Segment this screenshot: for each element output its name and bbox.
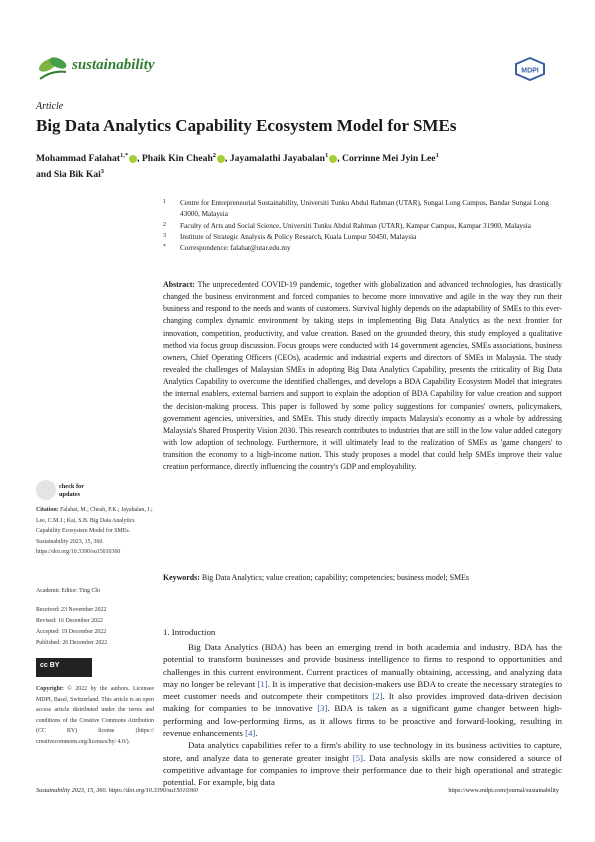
journal-name: sustainability [72, 57, 155, 73]
citation-link[interactable]: [1] [257, 678, 268, 689]
citation-link[interactable]: [5] [352, 752, 363, 763]
paper-title: Big Data Analytics Capability Ecosystem Model for SMEs [36, 116, 457, 135]
citation-block: Citation: Falahat, M.; Cheah, P.K.; Jayabalan, J.; Lee, C.M.J.; Kai, S.B. Big Data Analytics Capability Ecosystem Model for SMEs. Sustainability 2023, 15, 360. https://doi.org/10.3390/su15010360 [36, 507, 153, 555]
citation-link[interactable]: [4] [245, 728, 256, 739]
author-name: Jayamalathi Jayabalan [229, 153, 325, 165]
journal-leaf-logo-icon [36, 52, 70, 82]
author-name: Mohammad Falahat [36, 153, 120, 165]
author-name: Sia Bik Kai [53, 169, 101, 181]
academic-editor: Academic Editor: Ting Chi [36, 588, 100, 594]
paragraph: Data analytics capabilities refer to a firm's ability to use technology in its business activities to capture, store, and analyze data to generate greater insight [5]. Data analysis skills are now considered a source of competitive advantage for companies to improve their performance due to their high operational and strategic potential. For example, big data [163, 740, 562, 788]
affiliation-item: 2 Faculty of Arts and Social Science, Universiti Tunku Abdul Rahman (UTAR), Kampar Campus, Kampar 31900, Malaysia [163, 221, 531, 230]
abstract-text: The unprecedented COVID-19 pandemic, together with globalization and advanced technologies, has drastically changed the business environment and forced companies to become more innovative and agile in the way they run their business and respond to the needs and wants of customers. Survival highly depends on the adaptability of SMEs to this ever-changing complex dynamic environment by taking steps in implementing Big Data Analytics as the next frontier for innovation, competition, productivity, and value creation. Based on the grounded theory, this study employed a qualitative method via focus group discussion. Focus groups were conducted with 14 government agencies, SMEs associations, business owners, Chief Operating Officers (CEOs), academic and industrial experts and directors of SMEs in Malaysia. The study revealed the challenges of Malaysian SMEs in adopting Big Data Analytics Capability, presents the criticality of Big Data Analytics Capability to overcome the identified challenges, and develops a BDA Capability Ecosystem Model that integrates the internal enablers, external barriers and support to explain the adoption of BDA Capability for value creation and support the decision-making process. This paper is followed by some policy suggestions for companies' owners, policymakers, government agencies, universities, and SMEs. This study directly impacts Malaysia's economy as a whole by addressing Malaysia's Shared Prosperity Vision 2030. This research contributes to industries that are still in the low value added category with low adoption of technology. Furthermore, it will ultimately lead to the realization of SMEs as 'game changers' to transition the economy to a high-income nation. This study proposes a model that could help SMEs improve their value creation performance, directly influencing the country's GDP and employability. [163, 280, 562, 472]
keywords-text: Big Data Analytics; value creation; capability; competencies; business model; SMEs [201, 573, 469, 582]
section-heading: 1. Introduction [163, 627, 216, 637]
svg-text:MDPI: MDPI [521, 67, 539, 75]
refresh-icon [36, 480, 56, 500]
footer-journal-url[interactable]: https://www.mdpi.com/journal/sustainability [448, 787, 559, 794]
citation-link[interactable]: [2] [372, 691, 383, 702]
citation-link[interactable]: [3] [317, 703, 328, 714]
orcid-icon[interactable] [217, 155, 225, 163]
paragraph: Big Data Analytics (BDA) has been an emerging trend in both academia and industry. BDA has the potential to transform businesses and provide business intelligence to firms to respond to opportunities and challenges in this current environment. Current practices of manually obtaining, accessing, and analyzing data may no longer be relevant [1]. It is imperative that decision-makers use BDA to create the necessary strategies to meet customer needs and outcompete their competitors [2]. It also provides improved data-driven decision making for companies to be innovative [3]. BDA is taken as a significant game changer between high-performing and low-performing firms, as it allows firms to be proactive and forward-looking, resulting in revenue enhancements [4]. [163, 642, 562, 739]
article-type: Article [36, 101, 64, 112]
date-received: Received: 23 November 2022 [36, 607, 107, 613]
author-name: Corrinne Mei Jyin Lee [342, 153, 436, 165]
orcid-icon[interactable] [129, 155, 137, 163]
mdpi-logo-icon [515, 57, 545, 81]
affiliation-item: 3 Institute of Strategic Analysis & Policy Research, Kuala Lumpur 50450, Malaysia [163, 232, 417, 241]
keywords [163, 573, 562, 582]
introduction-body [163, 641, 562, 789]
affiliation-item: * Correspondence: falahat@utar.edu.my [163, 244, 291, 253]
cc-by-license-badge[interactable]: cc BY [36, 658, 92, 677]
date-accepted: Accepted: 19 December 2022 [36, 629, 107, 635]
copyright-block: Copyright: © 2022 by the authors. Licensee MDPI, Basel, Switzerland. This article is an open access article distributed under the terms and conditions of the Creative Commons Attribution (CC BY) license (https:// creativecommons.org/licenses/by/ 4.0/). [36, 686, 154, 745]
date-published: Published: 26 December 2022 [36, 640, 108, 646]
abstract [163, 279, 562, 474]
author-name: Phaik Kin Cheah [141, 153, 213, 165]
keywords-label: Keywords: [163, 573, 200, 582]
affiliation-item: 1 Centre for Entrepreneurial Sustainability, Universiti Tunku Abdul Rahman (UTAR), Sungai Long Campus, Bandar Sungai Long 43000, Malaysia [163, 199, 549, 219]
abstract-label: Abstract: [163, 280, 195, 289]
orcid-icon[interactable] [329, 155, 337, 163]
date-revised: Revised: 16 December 2022 [36, 618, 103, 624]
affiliations [163, 198, 563, 254]
footer-citation: Sustainability 2023, 15, 360. https://doi.org/10.3390/su15010360 [36, 787, 198, 794]
author-list: Mohammad Falahat$^{1,*}$ , Phaik Kin Cheah$^2$ , Jayamalathi Jayabalan$^1$ , Corrinne Mei Jyin Lee$^1$ and Sia Bik Kai$^3$ [36, 152, 439, 181]
